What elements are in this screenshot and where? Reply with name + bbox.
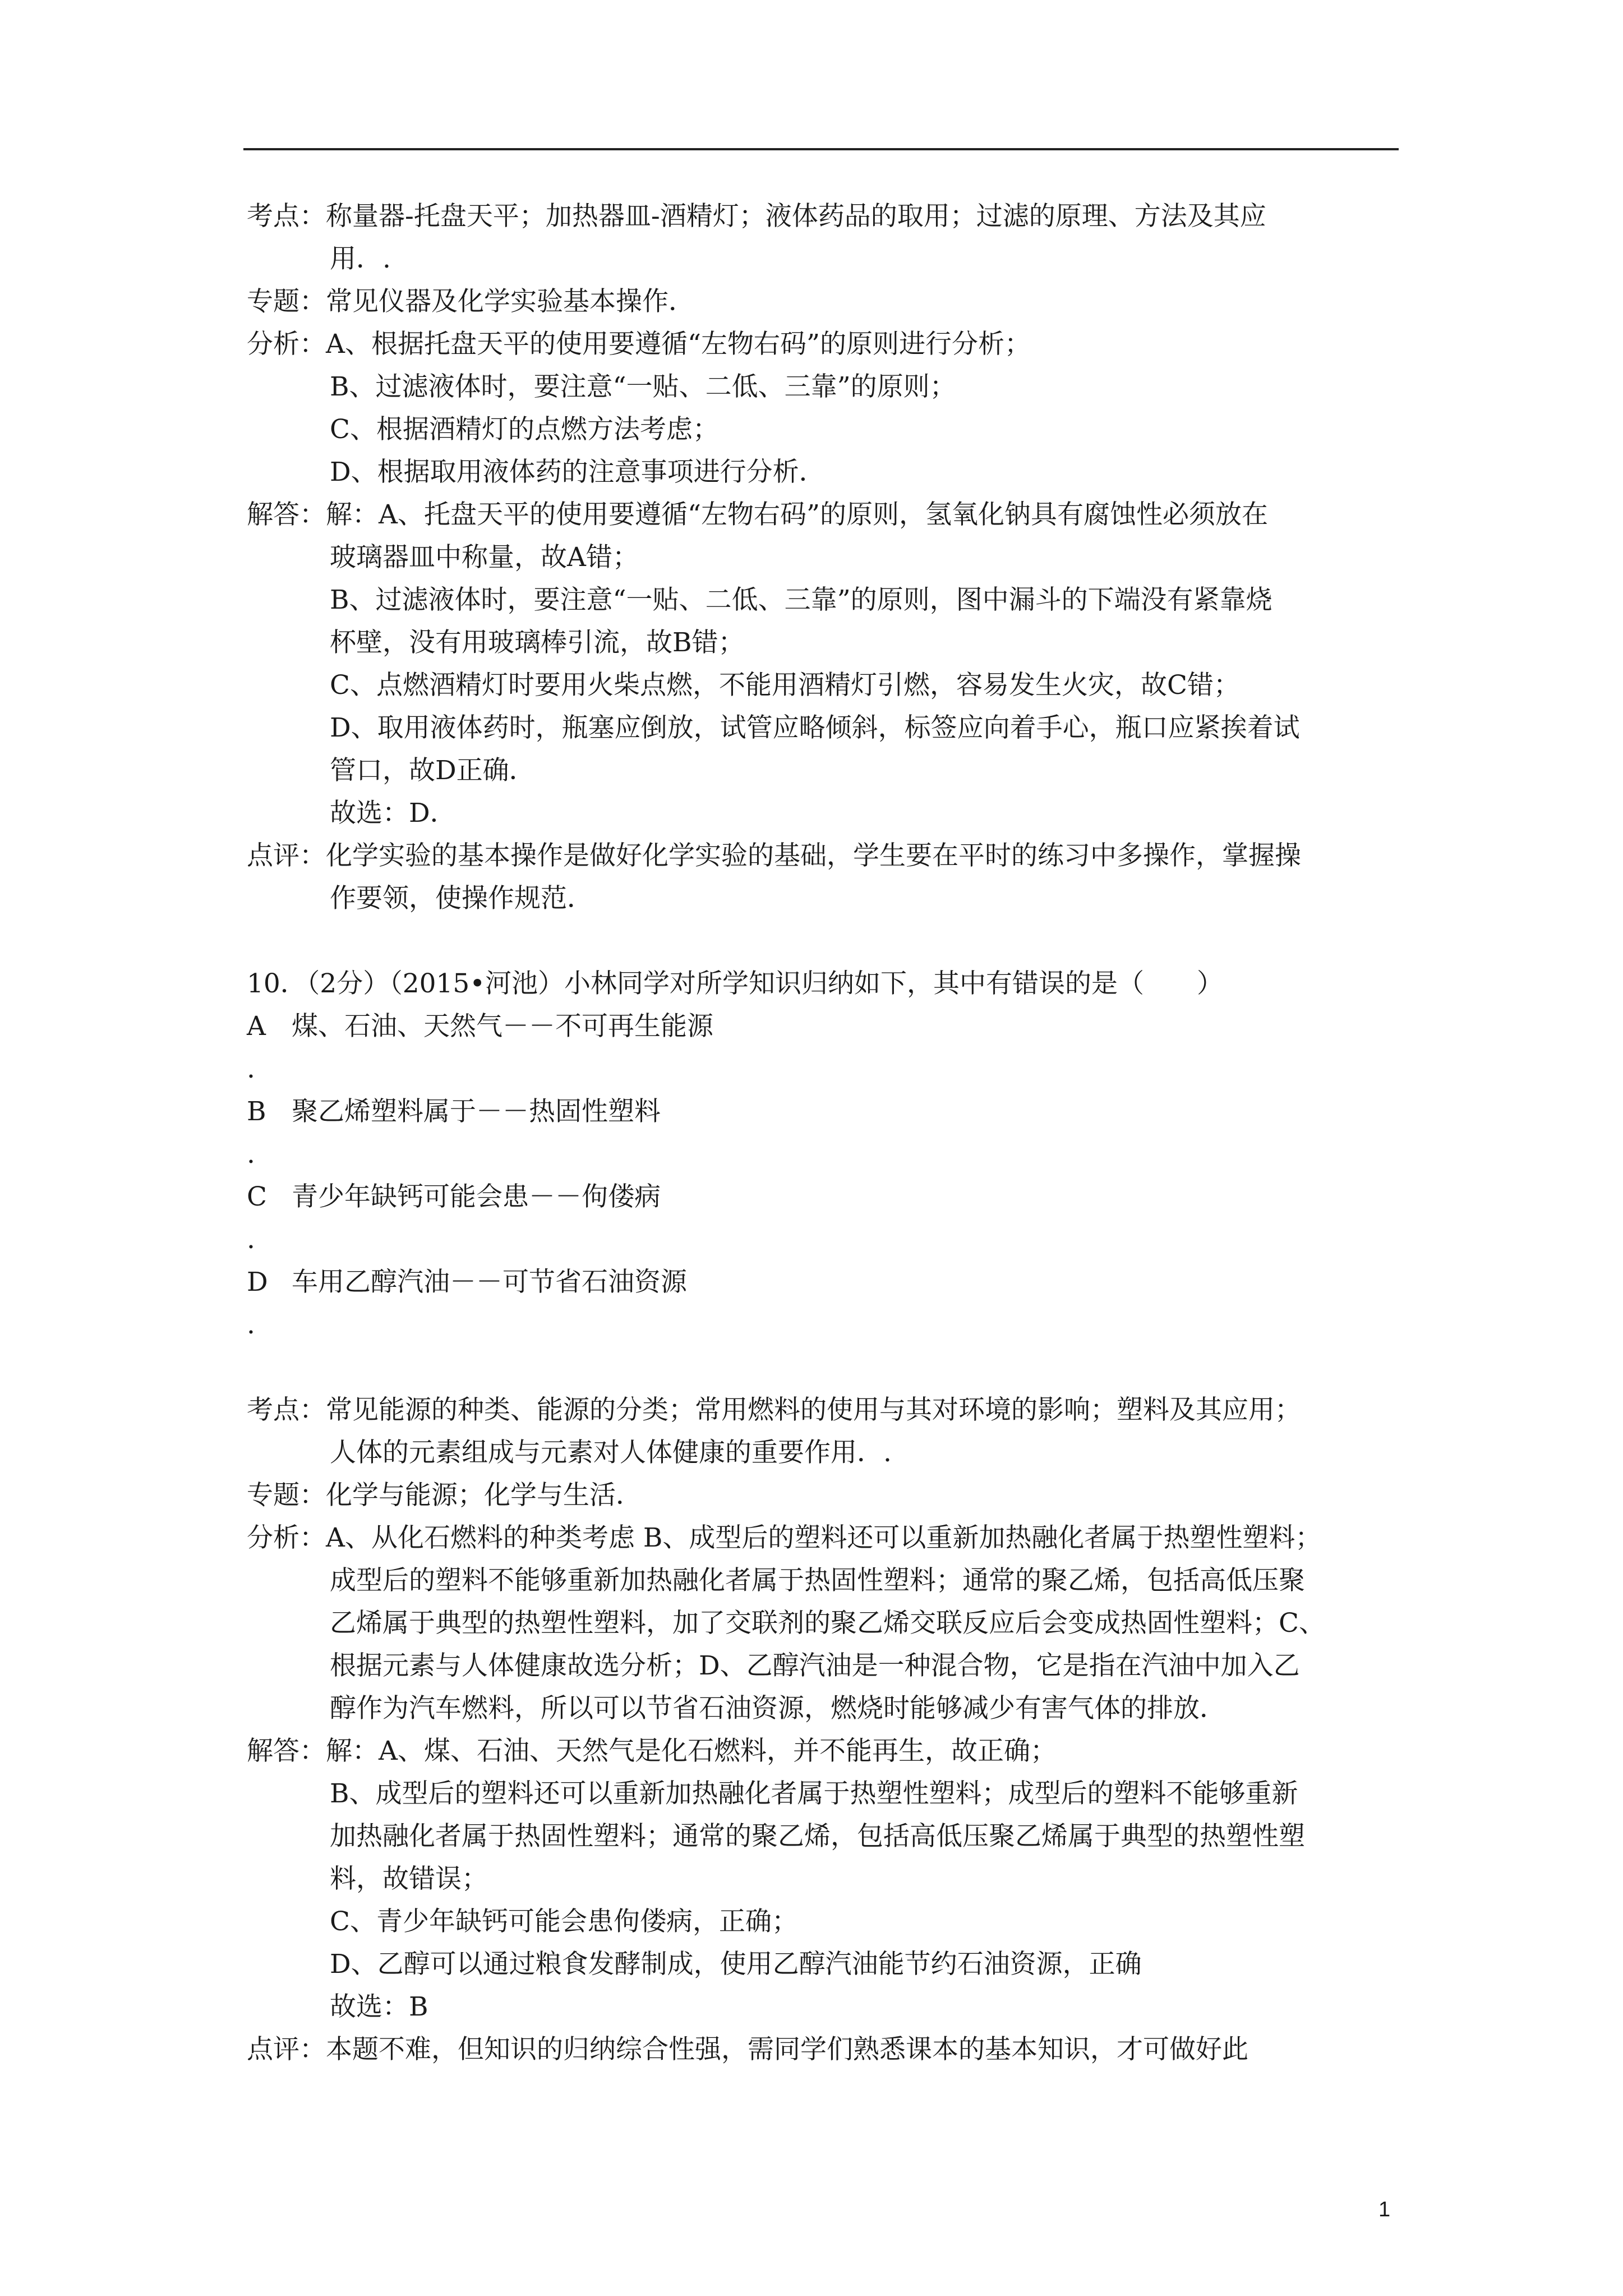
option-text: 煤、石油、天然气－－不可再生能源: [292, 1011, 713, 1042]
q9-fenxi-3: C、根据酒精灯的点燃方法考虑；: [330, 414, 719, 445]
q10-kaodian-2: 人体的元素组成与元素对人体健康的重要作用．.: [330, 1437, 892, 1468]
q9-fenxi-4: D、根据取用液体药的注意事项进行分析．: [330, 457, 826, 487]
q10-dianping-1: 点评：本题不难，但知识的归纳综合性强，需同学们熟悉课本的基本知识，才可做好此: [247, 2034, 1248, 2065]
q10-jieda-1: 解答：解：A、煤、石油、天然气是化石燃料，并不能再生，故正确；: [247, 1736, 1057, 1766]
page-number: 1: [1378, 2198, 1391, 2221]
q10-zhuanti: 专题：化学与能源；化学与生活．: [247, 1480, 642, 1511]
q9-dianping-2: 作要领，使操作规范．: [330, 883, 593, 914]
option-letter: D: [247, 1267, 268, 1297]
q10-kaodian-1: 考点：常见能源的种类、能源的分类；常用燃料的使用与其对环境的影响；塑料及其应用；: [247, 1395, 1301, 1425]
q9-jieda-6: D、取用液体药时，瓶塞应倒放，试管应略倾斜，标签应向着手心，瓶口应紧挨着试: [330, 712, 1300, 743]
q10-jieda-6: D、乙醇可以通过粮食发酵制成，使用乙醇汽油能节约石油资源，正确: [330, 1949, 1142, 1980]
q9-fenxi-2: B、过滤液体时，要注意“一贴、二低、三靠”的原则；: [330, 371, 956, 402]
q10-jieda-5: C、青少年缺钙可能会患佝偻病，正确；: [330, 1906, 798, 1937]
header-rule: [243, 148, 1399, 150]
option-dot: .: [247, 1309, 255, 1340]
q10-jieda-2: B、成型后的塑料还可以重新加热融化者属于热塑性塑料；成型后的塑料不能够重新: [330, 1778, 1298, 1809]
q9-kaodian-1: 考点：称量器-托盘天平；加热器皿-酒精灯；液体药品的取用；过滤的原理、方法及其应: [247, 201, 1266, 232]
q10-option-a: [247, 1005, 1402, 1048]
q10-jieda-4: 料，故错误；: [330, 1864, 488, 1894]
option-letter: A: [247, 1011, 266, 1042]
option-dot: .: [247, 1053, 255, 1084]
q10-fenxi-4: 根据元素与人体健康故选分析；D、乙醇汽油是一种混合物，它是指在汽油中加入乙: [330, 1650, 1300, 1681]
q10-fenxi-2: 成型后的塑料不能够重新加热融化者属于热固性塑料；通常的聚乙烯，包括高低压聚: [330, 1565, 1305, 1596]
option-letter: C: [247, 1181, 267, 1212]
q9-jieda-7: 管口，故D正确．: [330, 755, 536, 786]
q9-jieda-5: C、点燃酒精灯时要用火柴点燃，不能用酒精灯引燃，容易发生火灾，故C错；: [330, 670, 1240, 701]
q10-fenxi-3: 乙烯属于典型的热塑性塑料，加了交联剂的聚乙烯交联反应后会变成热固性塑料；C、: [330, 1608, 1325, 1639]
q9-kaodian-2: 用．.: [330, 243, 391, 274]
q10-option-c: [247, 1176, 1402, 1218]
q10-fenxi-1: 分析：A、从化石燃料的种类考虑 B、成型后的塑料还可以重新加热融化者属于热塑性塑料；: [247, 1522, 1322, 1553]
q10-jieda-7: 故选：B: [330, 1991, 428, 2022]
q9-jieda-2: 玻璃器皿中称量，故A错；: [330, 542, 639, 573]
q9-fenxi-1: 分析：A、根据托盘天平的使用要遵循“左物右码”的原则进行分析；: [247, 329, 1031, 360]
q10-fenxi-5: 醇作为汽车燃料，所以可以节省石油资源，燃烧时能够减少有害气体的排放．: [330, 1693, 1226, 1724]
q10-option-d: [247, 1261, 1402, 1304]
q10-jieda-3: 加热融化者属于热固性塑料；通常的聚乙烯，包括高低压聚乙烯属于典型的热塑性塑: [330, 1821, 1305, 1852]
q9-jieda-3: B、过滤液体时，要注意“一贴、二低、三靠”的原则，图中漏斗的下端没有紧靠烧: [330, 585, 1272, 615]
q10-stem: 10．（2分）（2015•河池）小林同学对所学知识归纳如下，其中有错误的是（ ）: [247, 968, 1224, 999]
q9-jieda-1: 解答：解：A、托盘天平的使用要遵循“左物右码”的原则，氢氧化钠具有腐蚀性必须放在: [247, 499, 1268, 530]
document-content: [247, 195, 1402, 2071]
option-dot: .: [247, 1139, 255, 1170]
option-text: 车用乙醇汽油－－可节省石油资源: [292, 1267, 687, 1297]
option-text: 聚乙烯塑料属于－－热固性塑料: [292, 1096, 661, 1127]
option-letter: B: [247, 1096, 266, 1127]
q9-dianping-1: 点评：化学实验的基本操作是做好化学实验的基础，学生要在平时的练习中多操作，掌握操: [247, 840, 1301, 871]
q9-jieda-8: 故选：D．: [330, 798, 457, 829]
q9-jieda-4: 杯壁，没有用玻璃棒引流，故B错；: [330, 627, 745, 658]
q10-option-b: [247, 1091, 1402, 1133]
option-text: 青少年缺钙可能会患－－佝偻病: [292, 1181, 661, 1212]
q9-zhuanti: 专题：常见仪器及化学实验基本操作．: [247, 286, 695, 317]
option-dot: .: [247, 1224, 255, 1255]
